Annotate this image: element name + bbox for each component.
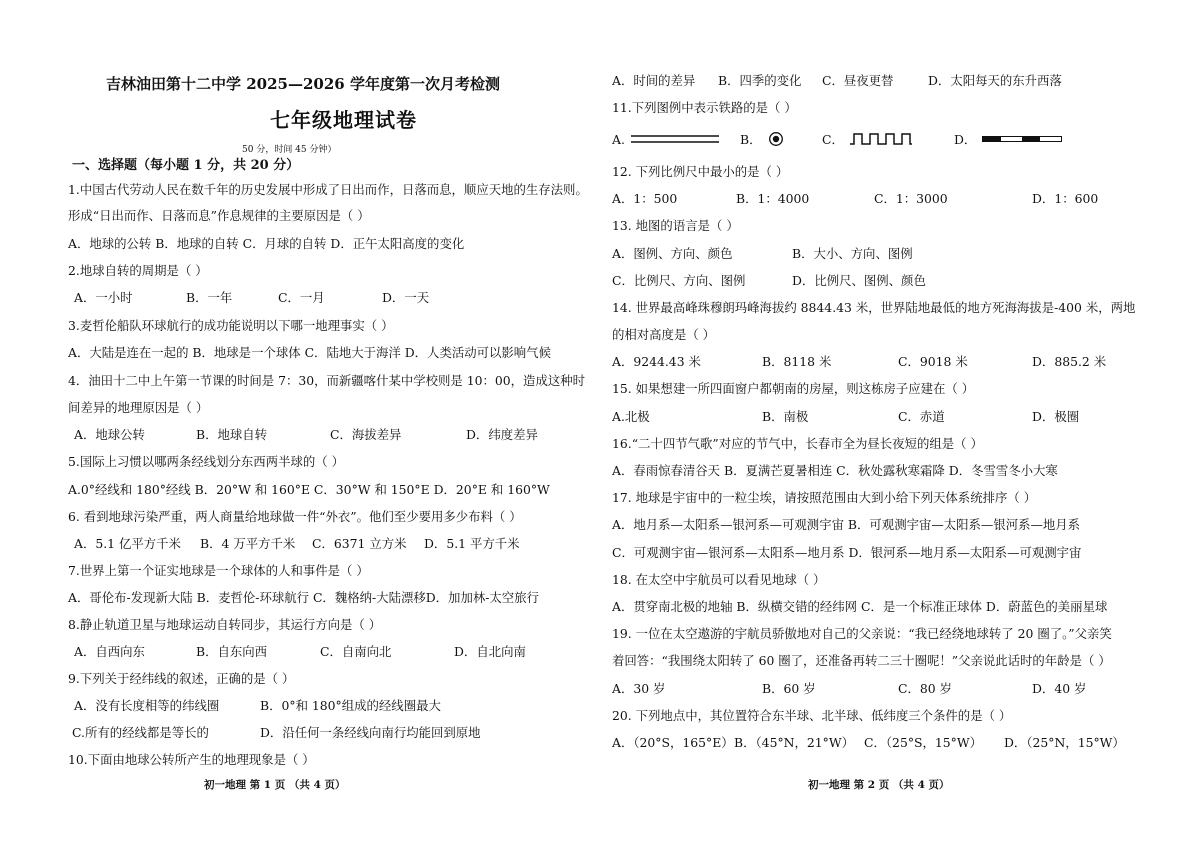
option-c: C．一月: [278, 290, 325, 305]
option-c: C．自南向北: [320, 644, 392, 659]
option-b: B．一年: [186, 290, 233, 305]
option-d: [954, 129, 1062, 149]
option-a: A．自西向东: [74, 644, 145, 659]
question-7: 7.世界上第一个证实地球是一个球体的人和事件是（ ）: [68, 563, 369, 578]
question-15: 15. 如果想建一所四面窗户都朝南的房屋，则这栋房子应建在（ ）: [612, 381, 975, 396]
option-a: [612, 129, 719, 149]
option-b: B．0°和 180°组成的经线圈最大: [260, 698, 441, 713]
option-a: A．没有长度相等的纬线圈: [74, 698, 220, 713]
option-c: C．（25°S，15°W）: [864, 735, 982, 750]
option-b: B．四季的变化: [718, 73, 802, 88]
question-6: 6. 看到地球污染严重，两人商量给地球做一件“外衣”。他们至少要用多少布料（ ）: [68, 509, 522, 524]
option-c: C．9018 米: [898, 354, 968, 369]
question-16: 16.“二十四节气歌”对应的节气中，长春市全为昼长夜短的组是（ ）: [612, 436, 983, 451]
option-d: D．极圈: [1032, 409, 1080, 424]
question-7-options: A．哥伦布-发现新大陆 B．麦哲伦-环球航行 C．魏格纳-大陆漂移D．加加林-太空旅行: [68, 590, 539, 605]
option-a: A.北极: [612, 409, 650, 424]
question-12: 12. 下列比例尺中最小的是（ ）: [612, 164, 789, 179]
option-c: [822, 129, 912, 149]
option-label: A.: [612, 131, 625, 147]
option-c: C．昼夜更替: [822, 73, 894, 88]
option-c: C．比例尺、方向、图例: [612, 273, 746, 288]
option-d: D．比例尺、图例、颜色: [792, 273, 926, 288]
option-d: D．太阳每天的东升西落: [928, 73, 1062, 88]
school-title: 吉林油田第十二中学 2025—2026 学年度第一次月考检测: [106, 75, 500, 93]
question-17: 17. 地球是宇宙中的一粒尘埃，请按照范围由大到小给下列天体系统排序（ ）: [612, 490, 1037, 505]
question-14-line-1: 14. 世界最高峰珠穆朗玛峰海拔约 8844.43 米，世界陆地最低的地方死海海拔是-400 米，两地: [612, 300, 1136, 315]
question-4-line-2: 间差异的地理原因是（ ）: [68, 400, 209, 415]
option-b: B．自东向西: [196, 644, 268, 659]
option-a: A．一小时: [74, 290, 133, 305]
option-c: C．1：3000: [874, 191, 948, 206]
square-wave-symbol-icon: [850, 133, 912, 145]
question-3-options: A．大陆是连在一起的 B．地球是一个球体 C．陆地大于海洋 D．人类活动可以影响气候: [68, 345, 551, 360]
question-1-options: A．地球的公转 B．地球的自转 C．月球的自转 D．正午太阳高度的变化: [68, 236, 465, 251]
option-b: B．大小、方向、图例: [792, 246, 913, 261]
option-a: A．时间的差异: [612, 73, 696, 88]
question-14-line-2: 的相对高度是（ ）: [612, 327, 716, 342]
question-4-line-1: 4．油田十二中上午第一节课的时间是 7：30，而新疆喀什某中学校则是 10：00，造成这种时: [68, 373, 586, 388]
option-d: D．一天: [382, 290, 430, 305]
option-d: D．885.2 米: [1032, 354, 1107, 369]
option-b: B．4 万平方千米: [200, 536, 296, 551]
question-20: 20. 下列地点中，其位置符合东半球、北半球、低纬度三个条件的是（ ）: [612, 708, 1012, 723]
question-1-line-2: 形成“日出而作、日落而息”作息规律的主要原因是（ ）: [68, 208, 370, 223]
option-a: A．30 岁: [612, 681, 666, 696]
option-b: [740, 129, 784, 149]
question-5: 5.国际上习惯以哪两条经线划分东西两半球的（ ）: [68, 454, 344, 469]
option-c: C．赤道: [898, 409, 945, 424]
question-1-line-1: 1.中国古代劳动人民在数千年的历史发展中形成了日出而作，日落而息，顺应天地的生存法则。: [68, 182, 588, 197]
option-label: B．: [740, 132, 762, 147]
option-a: A．地球公转: [74, 427, 145, 442]
question-5-options: A.0°经线和 180°经线 B．20°W 和 160°E C．30°W 和 150°E D．20°E 和 160°W: [68, 482, 550, 497]
option-b: B．1：4000: [736, 191, 810, 206]
option-d: D．（25°N，15°W）: [1004, 735, 1125, 750]
option-d: D．1：600: [1032, 191, 1099, 206]
option-d: D．纬度差异: [466, 427, 538, 442]
option-c: C．80 岁: [898, 681, 952, 696]
question-17-options-row-1: A．地月系—太阳系—银河系—可观测宇宙 B．可观测宇宙—太阳系—银河系—地月系: [612, 517, 1081, 532]
question-17-options-row-2: C．可观测宇宙—银河系—太阳系—地月系 D．银河系—地月系—太阳系—可观测宇宙: [612, 545, 1082, 560]
page-footer: 初一地理 第 2 页 （共 4 页）: [808, 779, 950, 791]
question-18: 18. 在太空中宇航员可以看见地球（ ）: [612, 572, 826, 587]
question-11-legend-options: [612, 129, 1157, 149]
option-c: C．海拔差异: [330, 427, 402, 442]
question-19-line-1: 19. 一位在太空遨游的宇航员骄傲地对自己的父亲说：“我已经绕地球转了 20 圈了。”父亲笑: [612, 626, 1112, 641]
option-a: A．1：500: [612, 191, 678, 206]
option-a: A．（20°S，165°E）: [612, 735, 734, 750]
question-3: 3.麦哲伦船队环球航行的成功能说明以下哪一地理事实（ ）: [68, 318, 394, 333]
bullseye-circle-symbol-icon: [768, 131, 784, 147]
option-a: A．9244.43 米: [612, 354, 701, 369]
option-b: B．8118 米: [762, 354, 832, 369]
option-a: A．5.1 亿平方千米: [74, 536, 181, 551]
question-18-options: A．贯穿南北极的地轴 B．纵横交错的经纬网 C．是一个标准正球体 D．蔚蓝色的美丽星球: [612, 599, 1108, 614]
option-label: C．: [822, 132, 844, 147]
option-c: C.所有的经线都是等长的: [72, 725, 209, 740]
question-19-line-2: 着回答：“我围绕太阳转了 60 圈了，还准备再转二三十圈呢！”父亲说此话时的年龄是（ ）: [612, 653, 1111, 668]
question-11: 11.下列图例中表示铁路的是（ ）: [612, 100, 797, 115]
score-note: 50 分，时间 45 分钟）: [242, 145, 337, 155]
question-13: 13. 地图的语言是（ ）: [612, 218, 739, 233]
option-d: D．5.1 平方千米: [424, 536, 520, 551]
option-c: C．6371 立方米: [312, 536, 407, 551]
option-b: B．南极: [762, 409, 809, 424]
option-d: D．自北向南: [454, 644, 526, 659]
question-8: 8.静止轨道卫星与地球运动自转同步，其运行方向是（ ）: [68, 617, 382, 632]
double-line-symbol-icon: [631, 133, 719, 145]
option-d: D．沿任何一条经线向南行均能回到原地: [260, 725, 481, 740]
dashed-black-white-railway-icon: [982, 135, 1062, 143]
question-9: 9.下列关于经纬线的叙述，正确的是（ ）: [68, 671, 295, 686]
question-2: 2.地球自转的周期是（ ）: [68, 263, 208, 278]
page-footer: 初一地理 第 1 页 （共 4 页）: [204, 779, 346, 791]
option-b: B．地球自转: [196, 427, 268, 442]
question-16-options: A．春雨惊春清谷天 B．夏满芒夏暑相连 C．秋处露秋寒霜降 D．冬雪雪冬小大寒: [612, 463, 1058, 478]
option-b: B．（45°N，21°W）: [734, 735, 854, 750]
section-heading: 一、选择题（每小题 1 分，共 20 分）: [72, 158, 300, 173]
option-d: D．40 岁: [1032, 681, 1087, 696]
option-label: D．: [954, 132, 977, 147]
exam-title: 七年级地理试卷: [270, 108, 417, 132]
option-b: B．60 岁: [762, 681, 816, 696]
question-10: 10.下面由地球公转所产生的地理现象是（ ）: [68, 752, 315, 767]
option-a: A．图例、方向、颜色: [612, 246, 733, 261]
